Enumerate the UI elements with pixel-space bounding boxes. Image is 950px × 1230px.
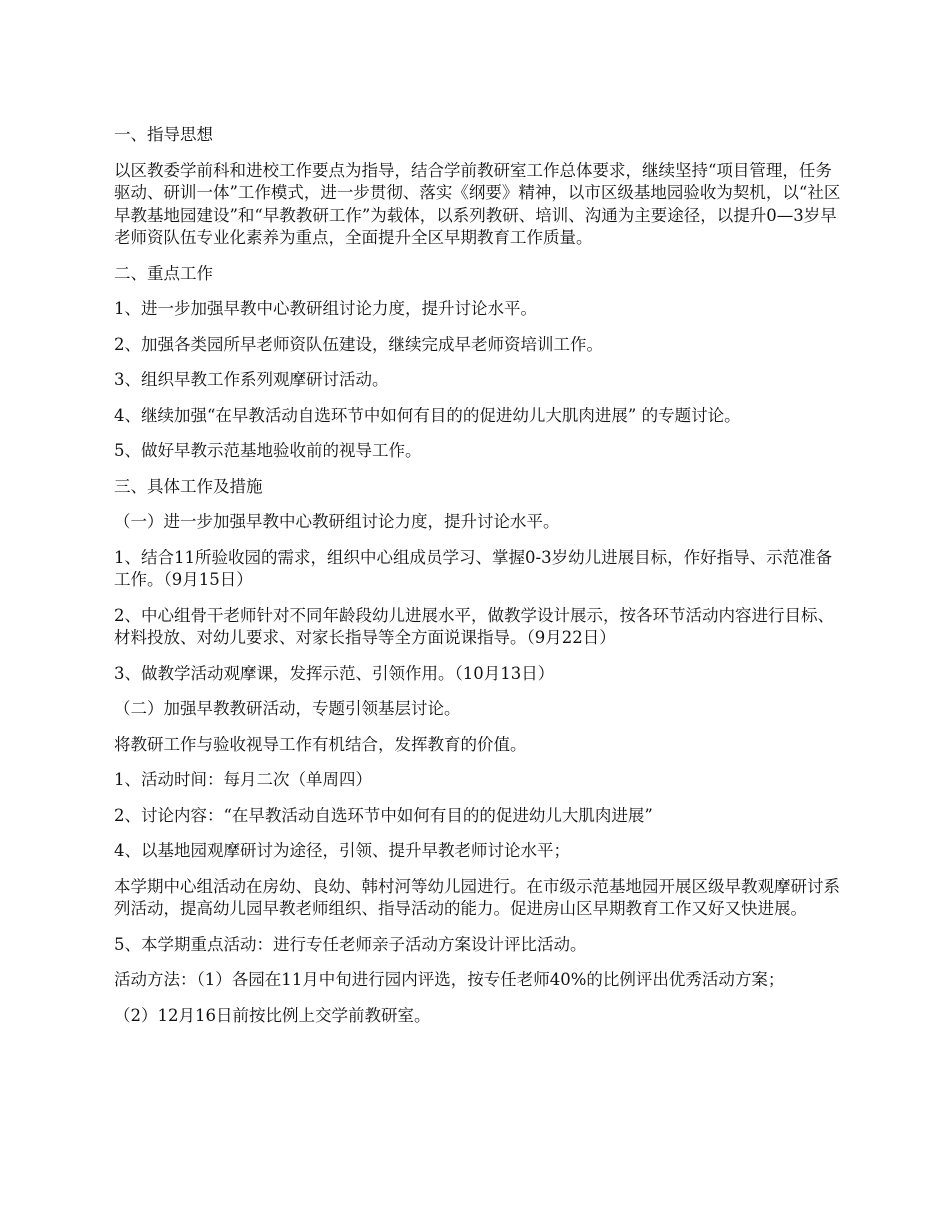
document-body [114,124,844,1040]
key-work-item-3: 3、组织早教工作系列观摩研讨活动。 [114,370,389,389]
key-work-item-5: 5、做好早教示范基地验收前的视导工作。 [114,441,422,460]
measure-2-item-2: 2、讨论内容：“在早教活动自选环节中如何有目的的促进幼儿大肌肉进展” [114,805,653,825]
heading-guiding-ideology: 一、指导思想 [114,125,213,144]
measure-2-intro: 将教研工作与验收视导工作有机结合，发挥教育的价值。 [114,734,527,754]
key-work-item-1: 1、进一步加强早教中心教研组讨论力度，提升讨论水平。 [114,299,537,318]
subheading-measure-2: （二）加强早教教研活动，专题引领基层讨论。 [114,699,461,718]
measure-2-item-1: 1、活动时间：每月二次（单周四） [114,770,372,789]
paragraph-guiding-ideology: 以区教委学前科和进校工作要点为指导，结合学前教研室工作总体要求，继续坚持“项目管理，任务驱动、研训一体”工作模式，进一步贯彻、落实《纲要》精神，以市区级基地园验收为契机，以“社区早教基地园建设”和“早教教研工作”为载体，以系列教研、培训、沟通为主要途径，以提升0—3岁早老师资队伍专业化素养为重点，全面提升全区早期教育工作质量。 [114,160,841,247]
measure-1-item-1: 1、结合11所验收园的需求，组织中心组成员学习、掌握0-3岁幼儿进展目标，作好指导、示范准备工作。（9月15日） [114,547,833,589]
measure-1-item-3: 3、做教学活动观摩课，发挥示范、引领作用。（10月13日） [114,663,555,683]
heading-key-work: 二、重点工作 [114,263,213,283]
measure-1-item-2: 2、中心组骨干老师针对不同年龄段幼儿进展水平，做教学设计展示，按各环节活动内容进行目标、材料投放、对幼儿要求、对家长指导等全方面说课指导。（9月22日） [114,605,834,647]
key-work-item-2: 2、加强各类园所早老师资队伍建设，继续完成早老师资培训工作。 [114,334,603,354]
key-work-item-4: 4、继续加强“在早教活动自选环节中如何有目的的促进幼儿大肌肉进展” 的专题讨论。 [114,405,741,425]
measure-2-item-5: 5、本学期重点活动：进行专任老师亲子活动方案设计评比活动。 [114,934,587,954]
measure-2-activities-paragraph: 本学期中心组活动在房幼、良幼、韩村河等幼儿园进行。在市级示范基地园开展区级早教观摩研讨系列活动，提高幼儿园早教老师组织、指导活动的能力。促进房山区早期教育工作又好又快进展。 [114,876,840,918]
heading-specific-measures: 三、具体工作及措施 [114,476,263,496]
activity-method-1: 活动方法：（1）各园在11月中旬进行园内评选，按专任老师40%的比例评出优秀活动方案； [114,970,785,989]
measure-2-item-4: 4、以基地园观摩研讨为途径，引领、提升早教老师讨论水平； [114,841,570,860]
subheading-measure-1: （一）进一步加强早教中心教研组讨论力度，提升讨论水平。 [114,512,560,531]
activity-method-2: （2）12月16日前按比例上交学前教研室。 [114,1005,431,1025]
